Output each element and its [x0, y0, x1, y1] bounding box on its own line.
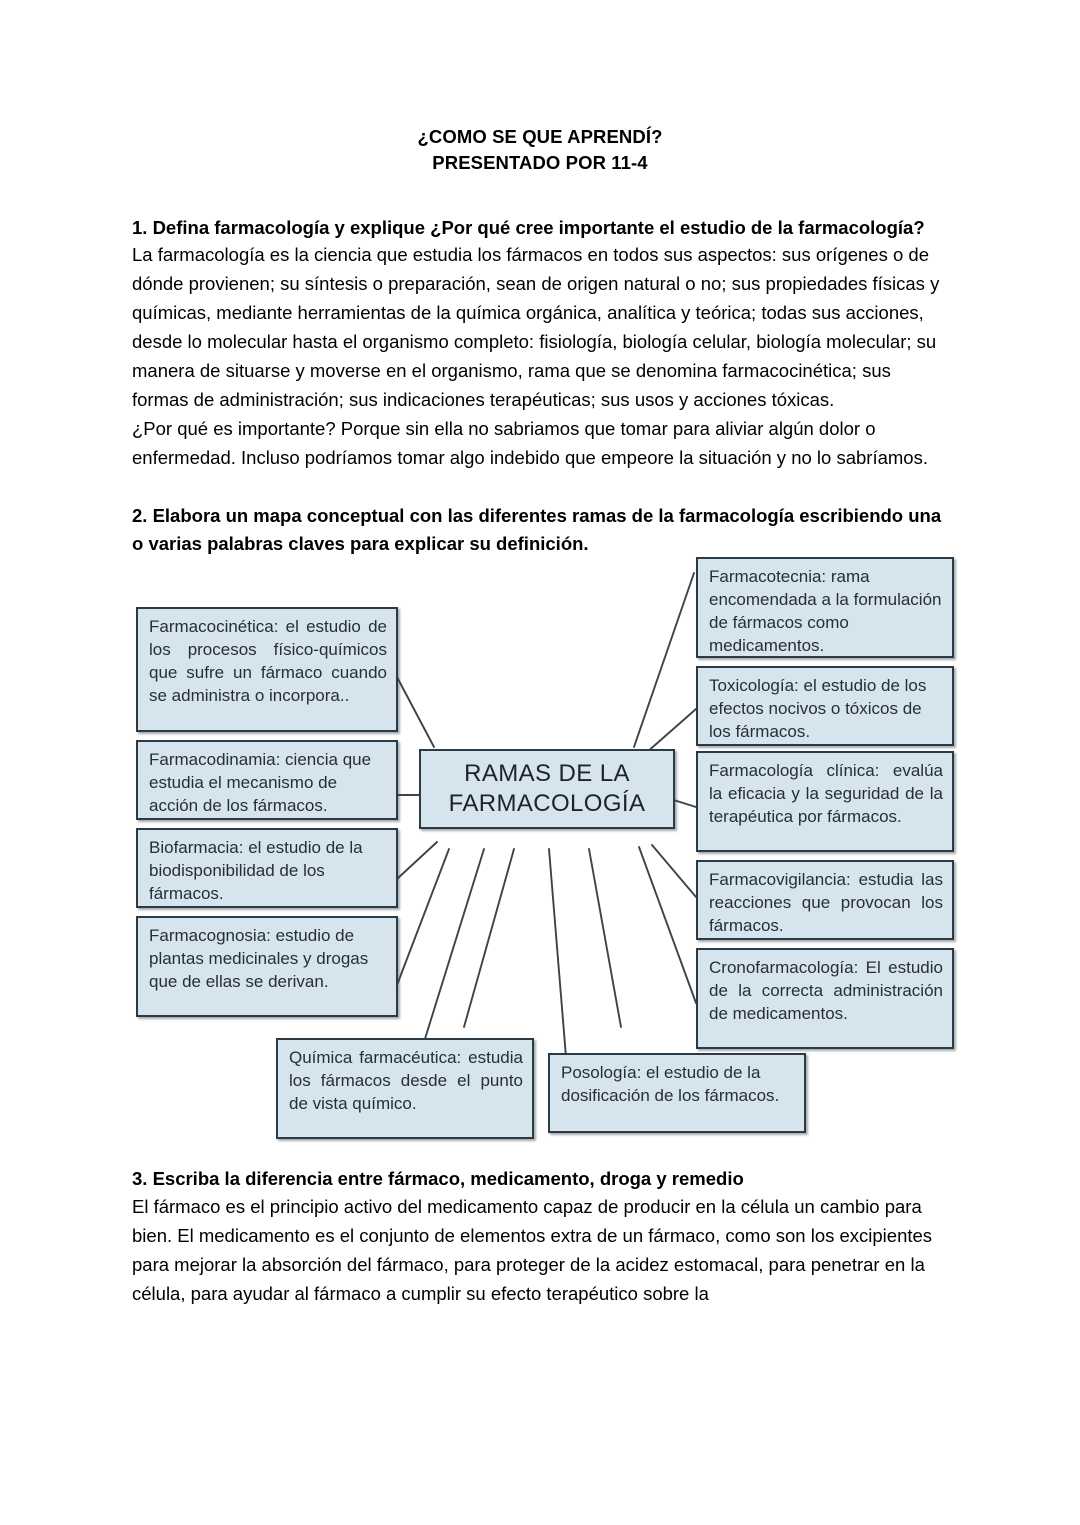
- concept-node-farmacovigilancia[interactable]: [696, 860, 954, 940]
- title-line-2: PRESENTADO POR 11-4: [432, 152, 648, 174]
- concept-node-center-line-2: FARMACOLOGÍA: [448, 790, 646, 818]
- title-line-1: ¿COMO SE QUE APRENDÍ?: [417, 126, 663, 147]
- question-1-paragraph-2: ¿Por qué es importante? Porque sin ella no sabriamos que tomar para aliviar algún dolor o enfermedad. Incluso podríamos tomar algo indebido que empeore la situación y no lo sabríamos.: [132, 417, 928, 468]
- concept-node-cronofarmacologia-label: Cronofarmacología: El estudio de la correcta administración de medicamentos.: [709, 958, 943, 1023]
- concept-node-cronofarmacologia[interactable]: [696, 948, 954, 1049]
- concept-node-posologia-label: Posología: el estudio de la dosificación de los fármacos.: [561, 1063, 780, 1106]
- question-3-heading: 3. Escriba la diferencia entre fármaco, medicamento, droga y remedio: [132, 1168, 744, 1190]
- connector-farmacognosia: [397, 849, 449, 985]
- question-3-paragraph-1: El fármaco es el principio activo del medicamento capaz de producir en la célula un cambio para bien. El medicamento es el conjunto de elementos extra de un fármaco, como son los excipientes para mejorar la absorción del fármaco, para proteger de la acidez estomacal, para penetrar en la célula, para ayudar al fármaco a cumplir su efecto terapéutico sobre la: [132, 1196, 933, 1304]
- concept-node-center-line-1: RAMAS DE LA: [464, 759, 630, 787]
- document-title: [132, 124, 948, 177]
- connector-farmacocinetica: [397, 677, 434, 747]
- concept-node-biofarmacia-label: Biofarmacia: el estudio de la biodisponibilidad de los fármacos.: [149, 838, 363, 903]
- concept-node-quimica-farmaceutica-label: Química farmacéutica: estudia los fármacos desde el punto de vista químico.: [289, 1048, 523, 1113]
- connector-biofarmacia: [397, 842, 437, 879]
- concept-node-toxicologia-label: Toxicología: el estudio de los efectos nocivos o tóxicos de los fármacos.: [709, 676, 927, 741]
- connector-quimica-farmaceutica: [424, 849, 484, 1042]
- connector-posologia: [549, 849, 566, 1057]
- question-1-heading: 1. Defina farmacología y explique ¿Por qué cree importante el estudio de la farmacología?: [132, 216, 925, 238]
- connector-farmacotecnia: [634, 573, 694, 747]
- concept-node-farmacocinetica-label: Farmacocinética: el estudio de los procesos físico-químicos que sufre un fármaco cuando se administra o incorpora..: [149, 617, 387, 705]
- concept-node-farmacodinamia-label: Farmacodinamia: ciencia que estudia el mecanismo de acción de los fármacos.: [149, 750, 372, 815]
- concept-node-farmacotecnia[interactable]: [696, 557, 954, 658]
- concept-map-ramas-farmacologia: [134, 557, 958, 1139]
- concept-node-farmacovigilancia-label: Farmacovigilancia: estudia las reacciones que provocan los fármacos.: [709, 870, 943, 935]
- concept-node-center[interactable]: [419, 749, 675, 829]
- connector-stub-right: [589, 849, 621, 1027]
- connector-toxicologia: [646, 709, 696, 753]
- question-2-heading: 2. Elabora un mapa conceptual con las diferentes ramas de la farmacología escribiendo una o varias palabras claves para explicar su definición.: [132, 504, 942, 554]
- document-content: [132, 124, 948, 1309]
- concept-node-quimica-farmaceutica[interactable]: [276, 1038, 534, 1139]
- concept-node-farmacotecnia-label: Farmacotecnia: rama encomendada a la formulación de fármacos como medicamentos.: [709, 567, 942, 655]
- concept-node-toxicologia[interactable]: [696, 666, 954, 746]
- concept-node-farmacognosia[interactable]: [136, 916, 398, 1017]
- connector-farmacovigilancia: [652, 845, 696, 897]
- question-1-paragraph-1: La farmacología es la ciencia que estudia los fármacos en todos sus aspectos: sus orígenes o de dónde provienen; su síntesis o preparación, sean de origen natural o no; sus propiedades físicas y químicas, mediante herramientas de la química orgánica, analítica y teórica; todas sus acciones, desde lo molecular hasta el organismo completo: fisiología, biología celular, biología molecular; su manera de situarse y moverse en el organismo, rama que se denomina farmacocinética; sus formas de administración; sus indicaciones terapéuticas; sus usos y acciones tóxicas.: [132, 244, 940, 410]
- concept-node-farmacognosia-label: Farmacognosia: estudio de plantas medicinales y drogas que de ellas se derivan.: [149, 926, 369, 991]
- connector-stub-left: [464, 849, 514, 1027]
- connector-cronofarmacologia: [639, 847, 696, 1003]
- concept-node-farmacologia-clinica-label: Farmacología clínica: evalúa la eficacia y la seguridad de la terapéutica por fármacos.: [709, 761, 943, 826]
- concept-node-posologia[interactable]: [548, 1053, 806, 1133]
- concept-node-farmacocinetica[interactable]: [136, 607, 398, 732]
- concept-node-farmacologia-clinica[interactable]: [696, 751, 954, 852]
- concept-node-farmacodinamia[interactable]: [136, 740, 398, 820]
- concept-node-biofarmacia[interactable]: [136, 828, 398, 908]
